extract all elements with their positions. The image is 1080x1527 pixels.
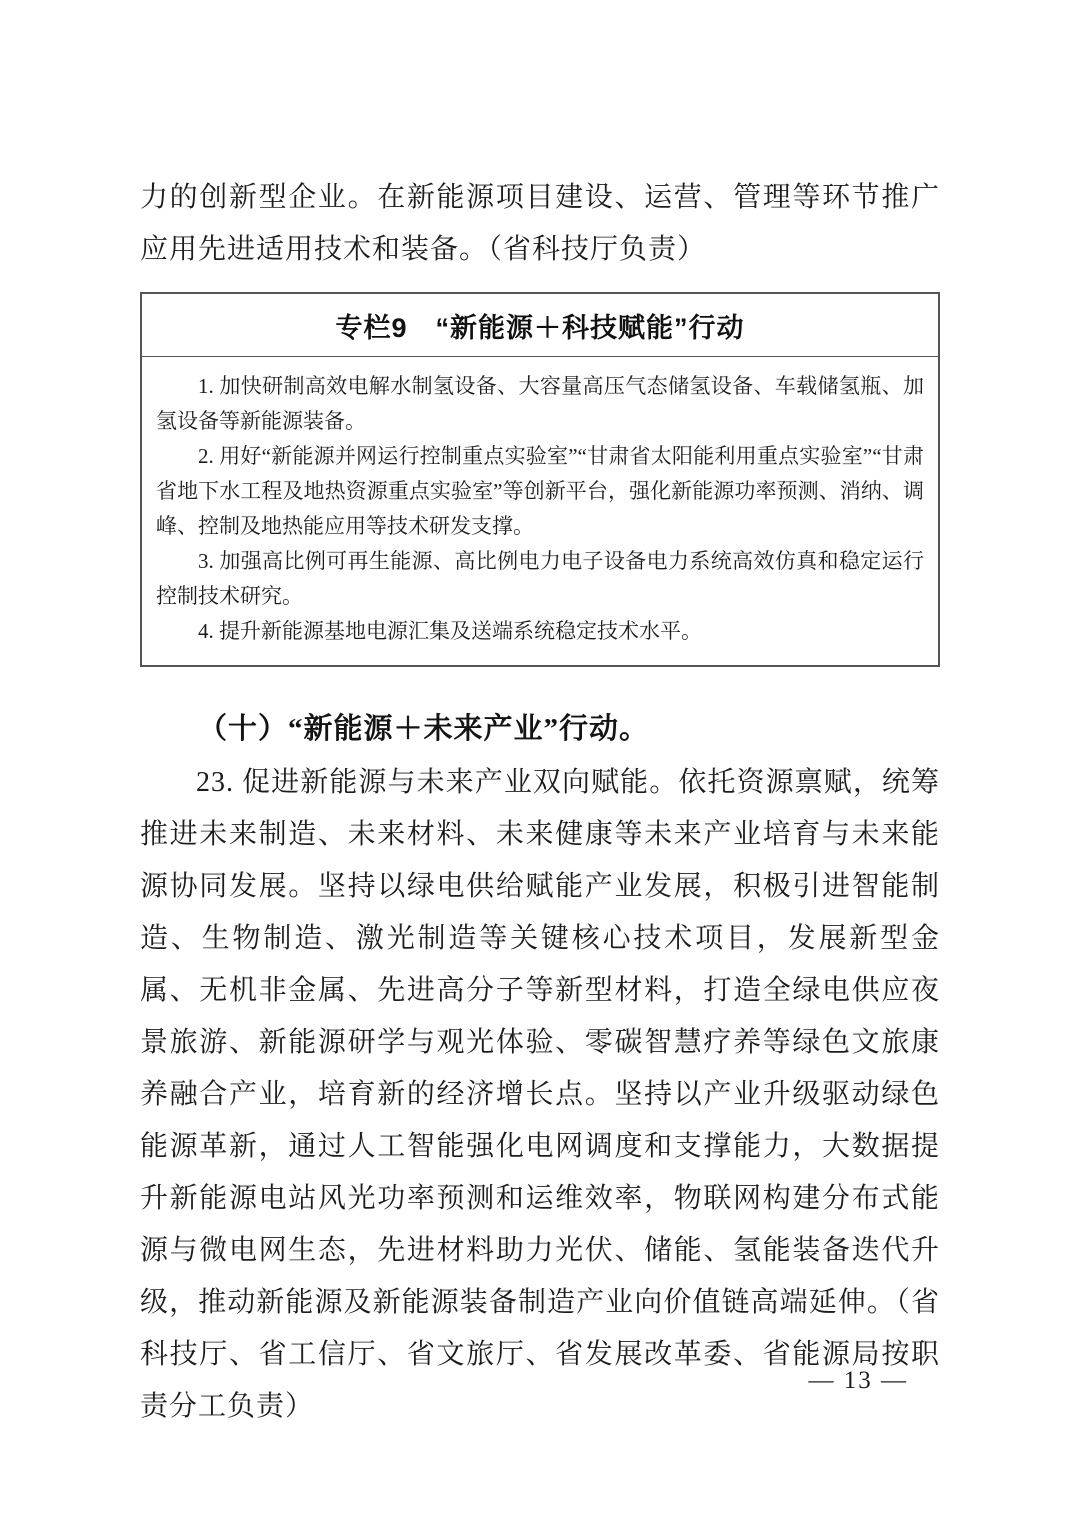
section-paragraph-23: 23. 促进新能源与未来产业双向赋能。依托资源禀赋，统筹推进未来制造、未来材料、未来健康等未来产业培育与未来能源协同发展。坚持以绿电供给赋能产业发展，积极引进智能制造、生物制造、激光制造等关键核心技术项目，发展新型金属、无机非金属、先进高分子等新型材料，打造全绿电供应夜景旅游、新能源研学与观光体验、零碳智慧疗养等绿色文旅康养融合产业，培育新的经济增长点。坚持以产业升级驱动绿色能源革新，通过人工智能强化电网调度和支撑能力，大数据提升新能源电站风光功率预测和运维效率，物联网构建分布式能源与微电网生态，先进材料助力光伏、储能、氢能装备迭代升级，推动新能源及新能源装备制造产业向价值链高端延伸。（省科技厅、省工信厅、省文旅厅、省发展改革委、省能源局按职责分工负责） xyxy=(140,767,940,1422)
box-item-2: 2. 用好“新能源并网运行控制重点实验室”“甘肃省太阳能利用重点实验室”“甘肃省地下水工程及地热资源重点实验室”等创新平台，强化新能源功率预测、消纳、调峰、控制及地热能应用等技术研发支撑。 xyxy=(156,444,924,538)
column-box-header xyxy=(142,294,938,357)
page-number: — 13 — xyxy=(808,1367,908,1394)
box-item-4: 4. 提升新能源基地电源汇集及送端系统稳定技术水平。 xyxy=(198,619,702,643)
page-content xyxy=(140,172,940,1433)
box-item-1: 1. 加快研制高效电解水制氢设备、大容量高压气态储氢设备、车载储氢瓶、加氢设备等新能源装备。 xyxy=(156,374,924,433)
column-box-9 xyxy=(140,292,940,667)
column-box-title: 专栏9 “新能源＋科技赋能”行动 xyxy=(335,313,745,343)
box-item-3: 3. 加强高比例可再生能源、高比例电力电子设备电力系统高效仿真和稳定运行控制技术研究。 xyxy=(156,549,924,608)
section-heading: （十）“新能源＋未来产业”行动。 xyxy=(198,713,650,745)
column-box-body xyxy=(142,357,938,665)
intro-paragraph: 力的创新型企业。在新能源项目建设、运营、管理等环节推广应用先进适用技术和装备。（省科技厅负责） xyxy=(140,182,940,265)
